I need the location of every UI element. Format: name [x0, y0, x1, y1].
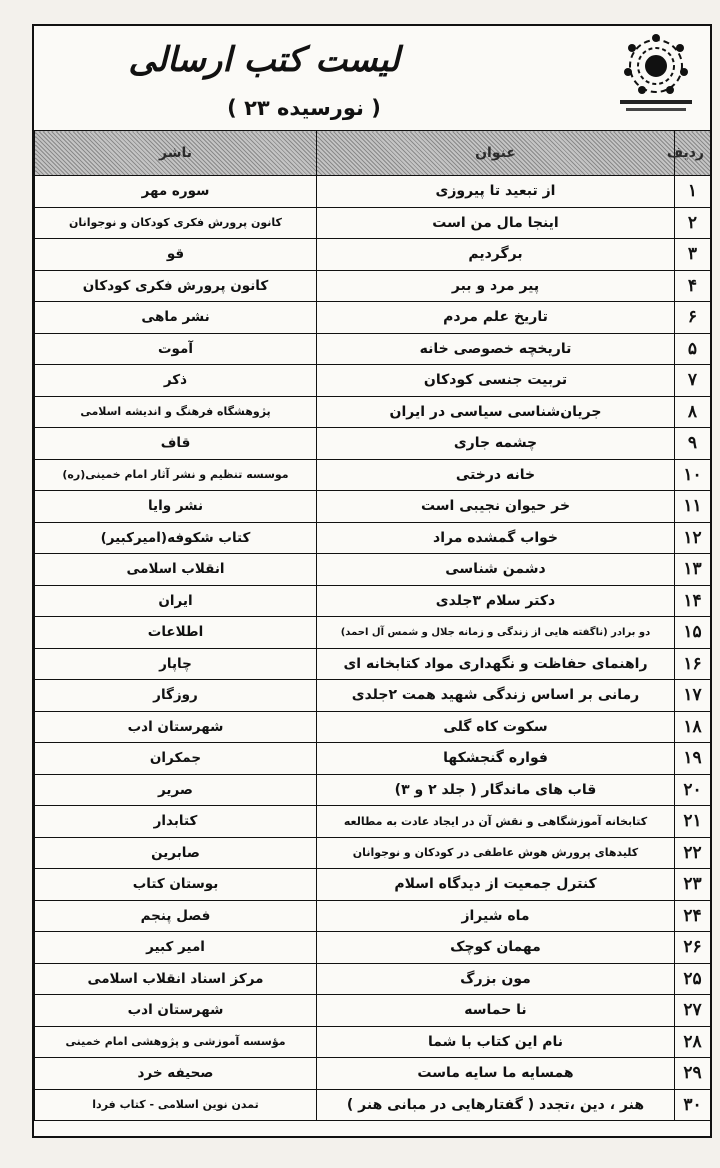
document-title: لیست کتب ارسالی: [128, 40, 400, 80]
row-number-cell: ۱۲: [675, 522, 711, 554]
publisher-cell: بوستان کتاب: [35, 869, 317, 901]
book-title-cell: خر حیوان نجیبی است: [317, 491, 675, 523]
publisher-cell: نشر وایا: [35, 491, 317, 523]
book-title-cell: تاریخ علم مردم: [317, 302, 675, 334]
book-title-cell: راهنمای حفاظت و نگهداری مواد کتابخانه ای: [317, 648, 675, 680]
book-title-cell: نام این کتاب با شما: [317, 1026, 675, 1058]
table-row: [35, 837, 711, 869]
row-number-cell: ۲۴: [675, 900, 711, 932]
publisher-cell: آموت: [35, 333, 317, 365]
table-row: [35, 239, 711, 271]
column-header-publisher: ناشر: [35, 131, 317, 176]
publisher-cell: فصل پنجم: [35, 900, 317, 932]
row-number-cell: ۲۹: [675, 1058, 711, 1090]
table-row: [35, 995, 711, 1027]
publisher-cell: انقلاب اسلامی: [35, 554, 317, 586]
book-title-cell: کنترل جمعیت از دیدگاه اسلام: [317, 869, 675, 901]
publisher-cell: ایران: [35, 585, 317, 617]
table-row: [35, 207, 711, 239]
row-number-cell: ۳: [675, 239, 711, 271]
row-number-cell: ۱۵: [675, 617, 711, 649]
table-row: [35, 711, 711, 743]
book-title-cell: برگردیم: [317, 239, 675, 271]
book-title-cell: اینجا مال من است: [317, 207, 675, 239]
table-row: [35, 1058, 711, 1090]
table-row: [35, 1089, 711, 1121]
row-number-cell: ۱۰: [675, 459, 711, 491]
publisher-cell: نشر ماهی: [35, 302, 317, 334]
book-title-cell: پیر مرد و ببر: [317, 270, 675, 302]
book-title-cell: مهمان کوچک: [317, 932, 675, 964]
row-number-cell: ۶: [675, 302, 711, 334]
book-title-cell: مون بزرگ: [317, 963, 675, 995]
publisher-cell: کانون پرورش فکری کودکان: [35, 270, 317, 302]
row-number-cell: ۲۰: [675, 774, 711, 806]
book-title-cell: کتابخانه آموزشگاهی و نقش آن در ایجاد عادت به مطالعه: [317, 806, 675, 838]
publisher-cell: صریر: [35, 774, 317, 806]
row-number-cell: ۲۵: [675, 963, 711, 995]
publisher-cell: پژوهشگاه فرهنگ و اندیشه اسلامی: [35, 396, 317, 428]
book-title-cell: خواب گمشده مراد: [317, 522, 675, 554]
publisher-cell: کتاب شکوفه(امیرکبیر): [35, 522, 317, 554]
row-number-cell: ۷: [675, 365, 711, 397]
book-title-cell: دکتر سلام ۳جلدی: [317, 585, 675, 617]
table-row: [35, 585, 711, 617]
row-number-cell: ۴: [675, 270, 711, 302]
row-number-cell: ۱۴: [675, 585, 711, 617]
document-page: [32, 24, 712, 1138]
document-header: [34, 26, 710, 132]
publisher-cell: شهرستان ادب: [35, 711, 317, 743]
publisher-cell: سوره مهر: [35, 176, 317, 208]
publisher-cell: کانون پرورش فکری کودکان و نوجوانان: [35, 207, 317, 239]
book-title-cell: قاب های ماندگار ( جلد ۲ و ۳): [317, 774, 675, 806]
publisher-cell: تمدن نوین اسلامی - کتاب فردا: [35, 1089, 317, 1121]
table-row: [35, 522, 711, 554]
table-row: [35, 459, 711, 491]
publisher-cell: موسسه تنظیم و نشر آثار امام خمینی(ره): [35, 459, 317, 491]
table-row: [35, 176, 711, 208]
publisher-cell: قو: [35, 239, 317, 271]
table-row: [35, 554, 711, 586]
table-row: [35, 963, 711, 995]
book-title-cell: فواره گنجشکها: [317, 743, 675, 775]
publisher-cell: اطلاعات: [35, 617, 317, 649]
row-number-cell: ۱۳: [675, 554, 711, 586]
book-title-cell: دشمن شناسی: [317, 554, 675, 586]
row-number-cell: ۱۷: [675, 680, 711, 712]
table-row: [35, 491, 711, 523]
publisher-cell: امیر کبیر: [35, 932, 317, 964]
institution-logo-icon: [608, 34, 704, 122]
publisher-cell: جمکران: [35, 743, 317, 775]
table-row: [35, 365, 711, 397]
row-number-cell: ۲: [675, 207, 711, 239]
book-title-cell: جریان‌شناسی سیاسی در ایران: [317, 396, 675, 428]
table-row: [35, 333, 711, 365]
publisher-cell: قاف: [35, 428, 317, 460]
row-number-cell: ۱۱: [675, 491, 711, 523]
book-title-cell: تاریخچه خصوصی خانه: [317, 333, 675, 365]
table-row: [35, 869, 711, 901]
publisher-cell: صحیفه خرد: [35, 1058, 317, 1090]
publisher-cell: صابرین: [35, 837, 317, 869]
publisher-cell: مرکز اسناد انقلاب اسلامی: [35, 963, 317, 995]
book-title-cell: خانه درختی: [317, 459, 675, 491]
table-row: [35, 396, 711, 428]
row-number-cell: ۱: [675, 176, 711, 208]
book-title-cell: کلیدهای پرورش هوش عاطفی در کودکان و نوجوانان: [317, 837, 675, 869]
table-row: [35, 617, 711, 649]
row-number-cell: ۲۷: [675, 995, 711, 1027]
table-row: [35, 648, 711, 680]
row-number-cell: ۳۰: [675, 1089, 711, 1121]
row-number-cell: ۹: [675, 428, 711, 460]
book-title-cell: رمانی بر اساس زندگی شهید همت ۲جلدی: [317, 680, 675, 712]
book-title-cell: همسایه ما سایه ماست: [317, 1058, 675, 1090]
book-title-cell: چشمه جاری: [317, 428, 675, 460]
publisher-cell: ذکر: [35, 365, 317, 397]
table-row: [35, 806, 711, 838]
publisher-cell: روزگار: [35, 680, 317, 712]
row-number-cell: ۱۶: [675, 648, 711, 680]
publisher-cell: چاپار: [35, 648, 317, 680]
row-number-cell: ۱۸: [675, 711, 711, 743]
table-row: [35, 743, 711, 775]
book-title-cell: هنر ، دین ،تجدد ( گفتارهایی در مبانی هنر ): [317, 1089, 675, 1121]
table-row: [35, 1026, 711, 1058]
table-row: [35, 270, 711, 302]
table-row: [35, 302, 711, 334]
table-row: [35, 900, 711, 932]
table-header-row: [35, 131, 711, 176]
table-row: [35, 680, 711, 712]
row-number-cell: ۸: [675, 396, 711, 428]
book-title-cell: دو برادر (ناگفته هایی از زندگی و زمانه جلال و شمس آل احمد): [317, 617, 675, 649]
column-header-row-number: ردیف: [675, 131, 711, 176]
table-row: [35, 932, 711, 964]
table-row: [35, 774, 711, 806]
books-table: [34, 130, 711, 1121]
row-number-cell: ۲۲: [675, 837, 711, 869]
book-title-cell: تربیت جنسی کودکان: [317, 365, 675, 397]
row-number-cell: ۵: [675, 333, 711, 365]
row-number-cell: ۲۳: [675, 869, 711, 901]
publisher-cell: شهرستان ادب: [35, 995, 317, 1027]
column-header-title: عنوان: [317, 131, 675, 176]
row-number-cell: ۱۹: [675, 743, 711, 775]
row-number-cell: ۲۸: [675, 1026, 711, 1058]
book-title-cell: سکوت کاه گلی: [317, 711, 675, 743]
publisher-cell: مؤسسه آموزشی و پژوهشی امام خمینی: [35, 1026, 317, 1058]
row-number-cell: ۲۱: [675, 806, 711, 838]
publisher-cell: کتابدار: [35, 806, 317, 838]
table-row: [35, 428, 711, 460]
book-title-cell: ماه شیراز: [317, 900, 675, 932]
book-title-cell: نا حماسه: [317, 995, 675, 1027]
row-number-cell: ۲۶: [675, 932, 711, 964]
document-subtitle: ( نورسیده ۲۳ ): [227, 96, 381, 120]
book-title-cell: از تبعید تا پیروزی: [317, 176, 675, 208]
